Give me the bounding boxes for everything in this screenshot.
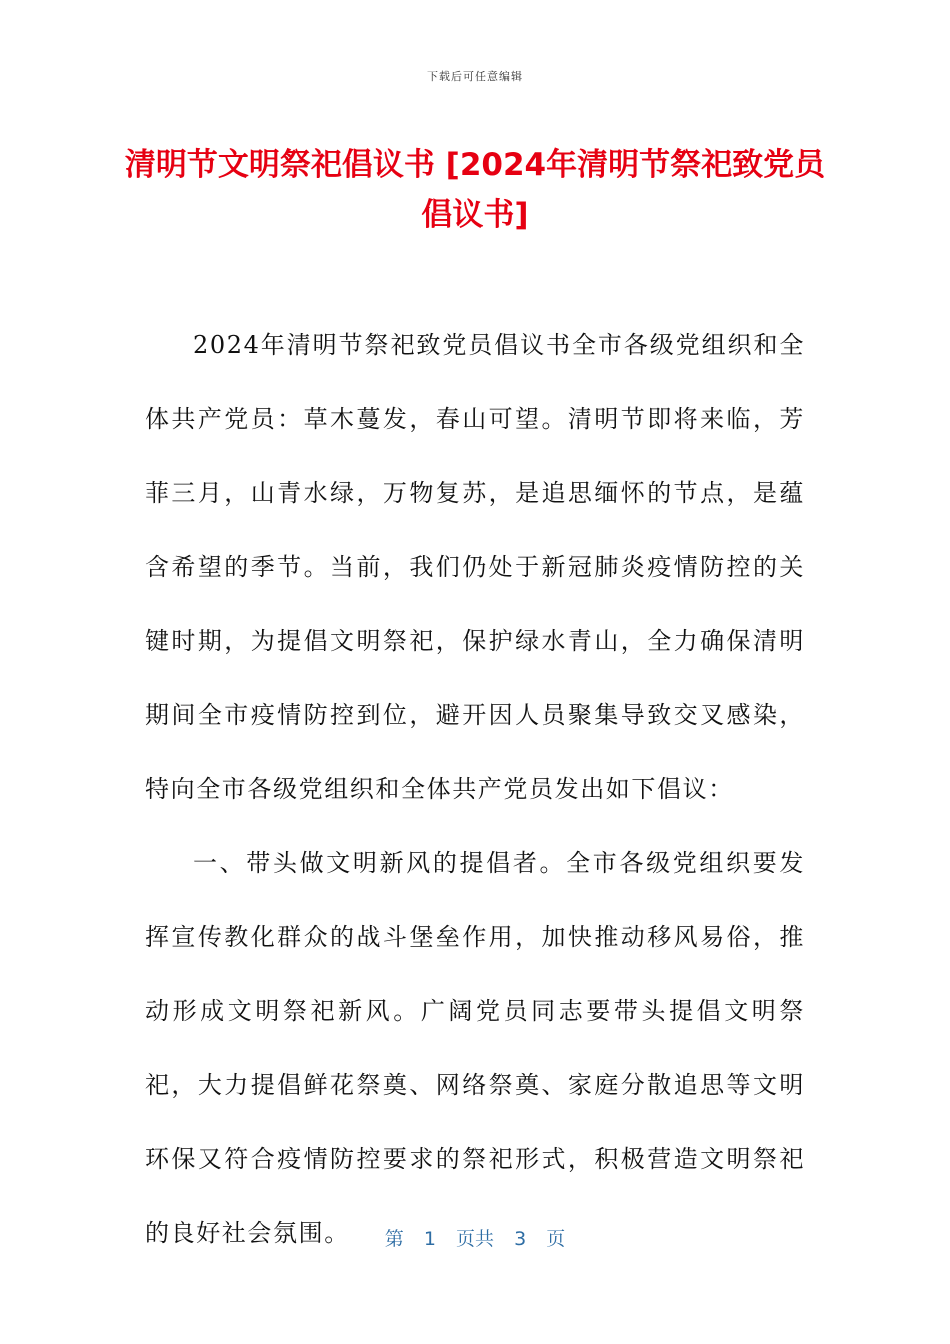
paragraph-intro: 2024年清明节祭祀致党员倡议书全市各级党组织和全体共产党员：草木蔓发，春山可望。清明节即将来临，芳菲三月，山青水绿，万物复苏，是追思缅怀的节点，是蕴含希望的季节。当前，我们仍处于新冠肺炎疫情防控的关键时期，为提倡文明祭祀，保护绿水青山，全力确保清明期间全市疫情防控到位，避开因人员聚集导致交叉感染，特向全市各级党组织和全体共产党员发出如下倡议： bbox=[145, 331, 805, 803]
paragraph-item-1: 一、带头做文明新风的提倡者。全市各级党组织要发挥宣传教化群众的战斗堡垒作用，加快推动移风易俗，推动形成文明祭祀新风。广阔党员同志要带头提倡文明祭祀，大力提倡鲜花祭奠、网络祭奠、家庭分散追思等文明环保又符合疫情防控要求的祭祀形式，积极营造文明祭祀的良好社会氛围。 bbox=[145, 849, 805, 1247]
document-body bbox=[145, 308, 805, 1270]
document-title: 清明节文明祭祀倡议书 [2024年清明节祭祀致党员倡议书] bbox=[124, 147, 826, 233]
page-footer bbox=[0, 1224, 950, 1251]
header-note: 下载后可任意编辑 bbox=[427, 70, 523, 83]
page-number: 第 1 页共 3 页 bbox=[384, 1228, 566, 1250]
